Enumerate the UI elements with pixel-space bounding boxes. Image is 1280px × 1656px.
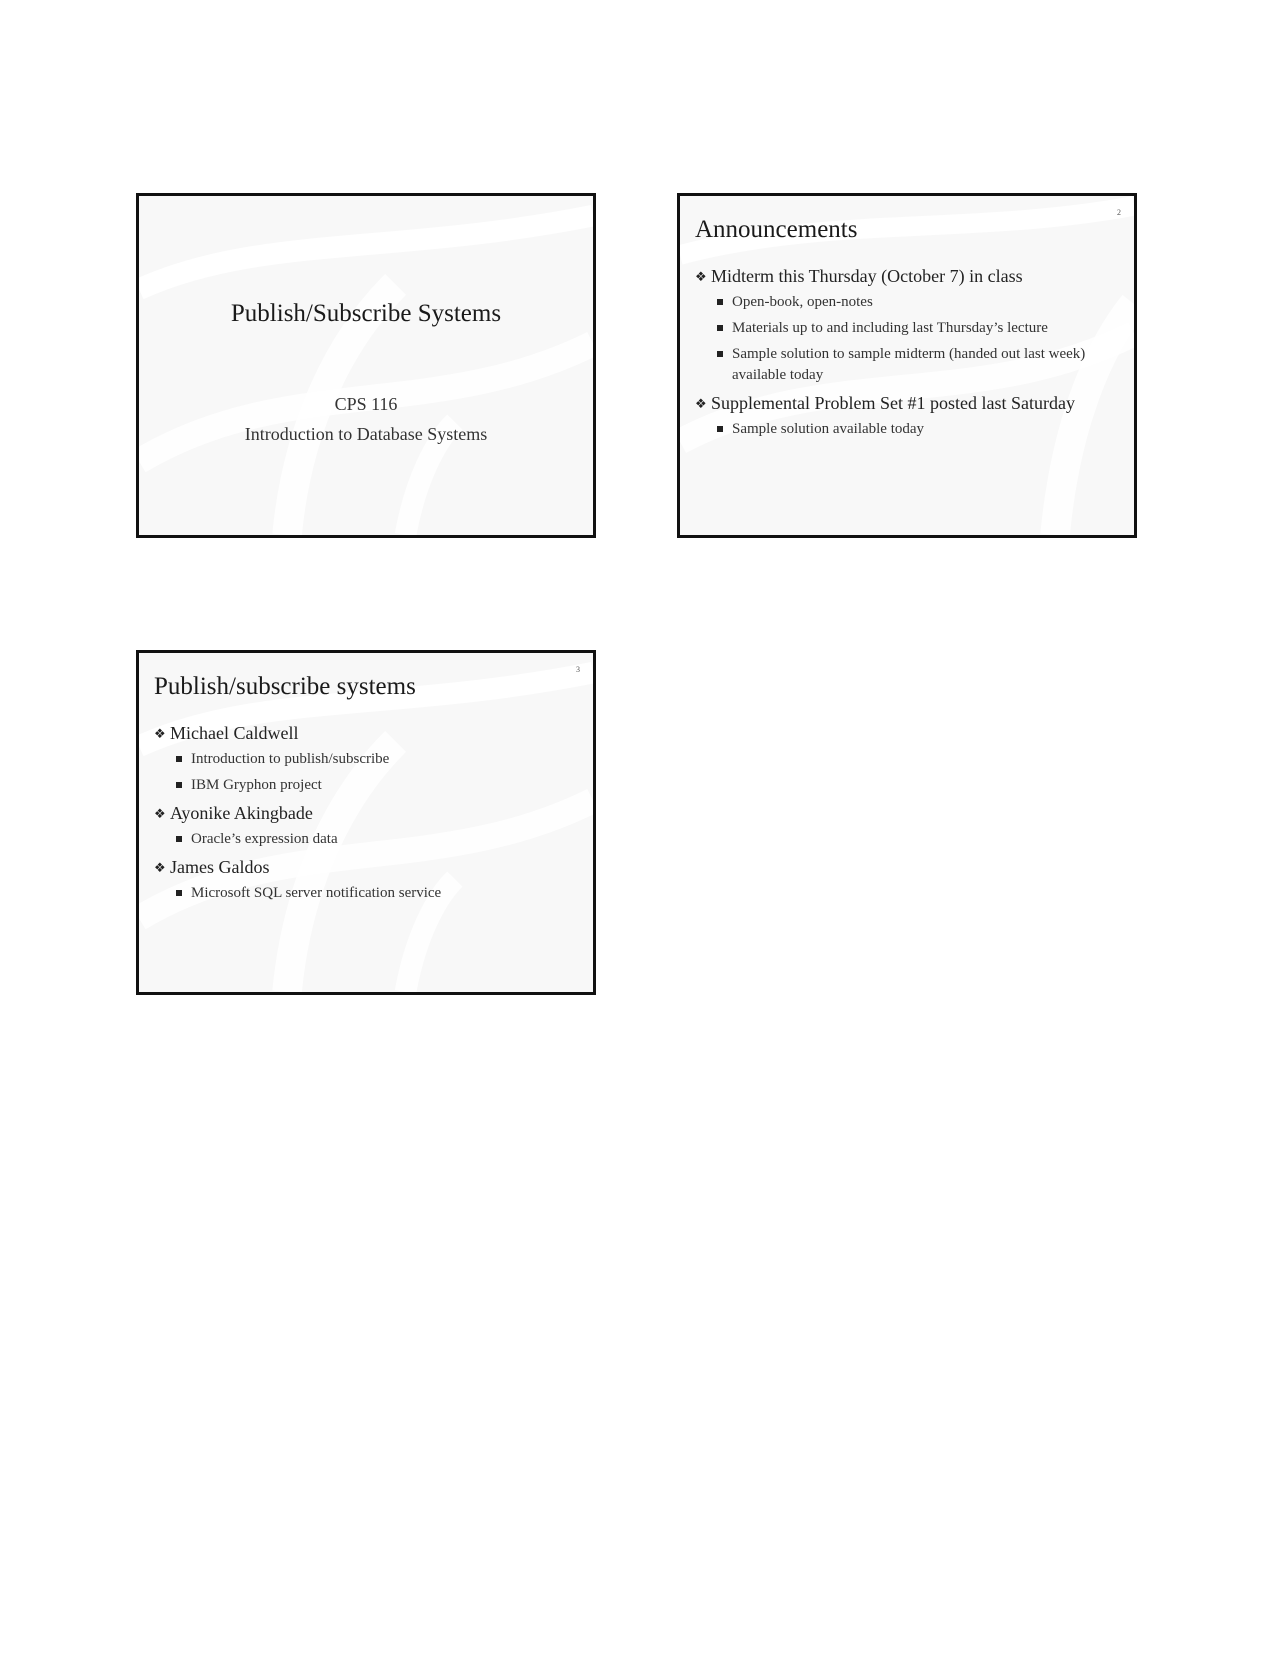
slide-1 <box>136 193 596 538</box>
course-code: CPS 116 <box>334 394 398 414</box>
diamond-bullet-icon: ❖ <box>154 726 166 741</box>
sub-bullet-item: Introduction to publish/subscribe <box>154 749 581 770</box>
square-bullet-icon <box>717 325 723 331</box>
sub-bullet-item: Sample solution to sample midterm (handed out last week) available today <box>695 344 1122 386</box>
bullet-list <box>154 721 581 909</box>
slide-number: 3 <box>576 665 580 674</box>
bullet-item: ❖ Ayonike Akingbade <box>154 801 581 825</box>
square-bullet-icon <box>717 426 723 432</box>
bullet-item: ❖ Supplemental Problem Set #1 posted last Saturday <box>695 391 1122 415</box>
sub-bullet-item: Sample solution available today <box>695 419 1122 440</box>
sub-bullet-item: Microsoft SQL server notification service <box>154 883 581 904</box>
square-bullet-icon <box>176 756 182 762</box>
slide-title: Announcements <box>695 216 858 243</box>
slide-title: Publish/Subscribe Systems <box>230 300 502 327</box>
slide-2 <box>677 193 1137 538</box>
square-bullet-icon <box>176 890 182 896</box>
diamond-bullet-icon: ❖ <box>154 806 166 821</box>
bullet-item: ❖ Midterm this Thursday (October 7) in class <box>695 264 1122 288</box>
sub-bullet-item: IBM Gryphon project <box>154 775 581 796</box>
diamond-bullet-icon: ❖ <box>695 396 707 411</box>
course-name: Introduction to Database Systems <box>244 424 488 444</box>
sub-bullet-item: Open-book, open-notes <box>695 292 1122 313</box>
bullet-list <box>695 264 1122 445</box>
square-bullet-icon <box>717 299 723 305</box>
square-bullet-icon <box>717 351 723 357</box>
slide-3 <box>136 650 596 995</box>
square-bullet-icon <box>176 836 182 842</box>
bullet-item: ❖ Michael Caldwell <box>154 721 581 745</box>
sub-bullet-item: Materials up to and including last Thursday’s lecture <box>695 318 1122 339</box>
slide-number: 2 <box>1117 208 1121 217</box>
sub-bullet-item: Oracle’s expression data <box>154 829 581 850</box>
slide-title: Publish/subscribe systems <box>154 673 416 700</box>
square-bullet-icon <box>176 782 182 788</box>
diamond-bullet-icon: ❖ <box>154 860 166 875</box>
diamond-bullet-icon: ❖ <box>695 269 707 284</box>
bullet-item: ❖ James Galdos <box>154 855 581 879</box>
